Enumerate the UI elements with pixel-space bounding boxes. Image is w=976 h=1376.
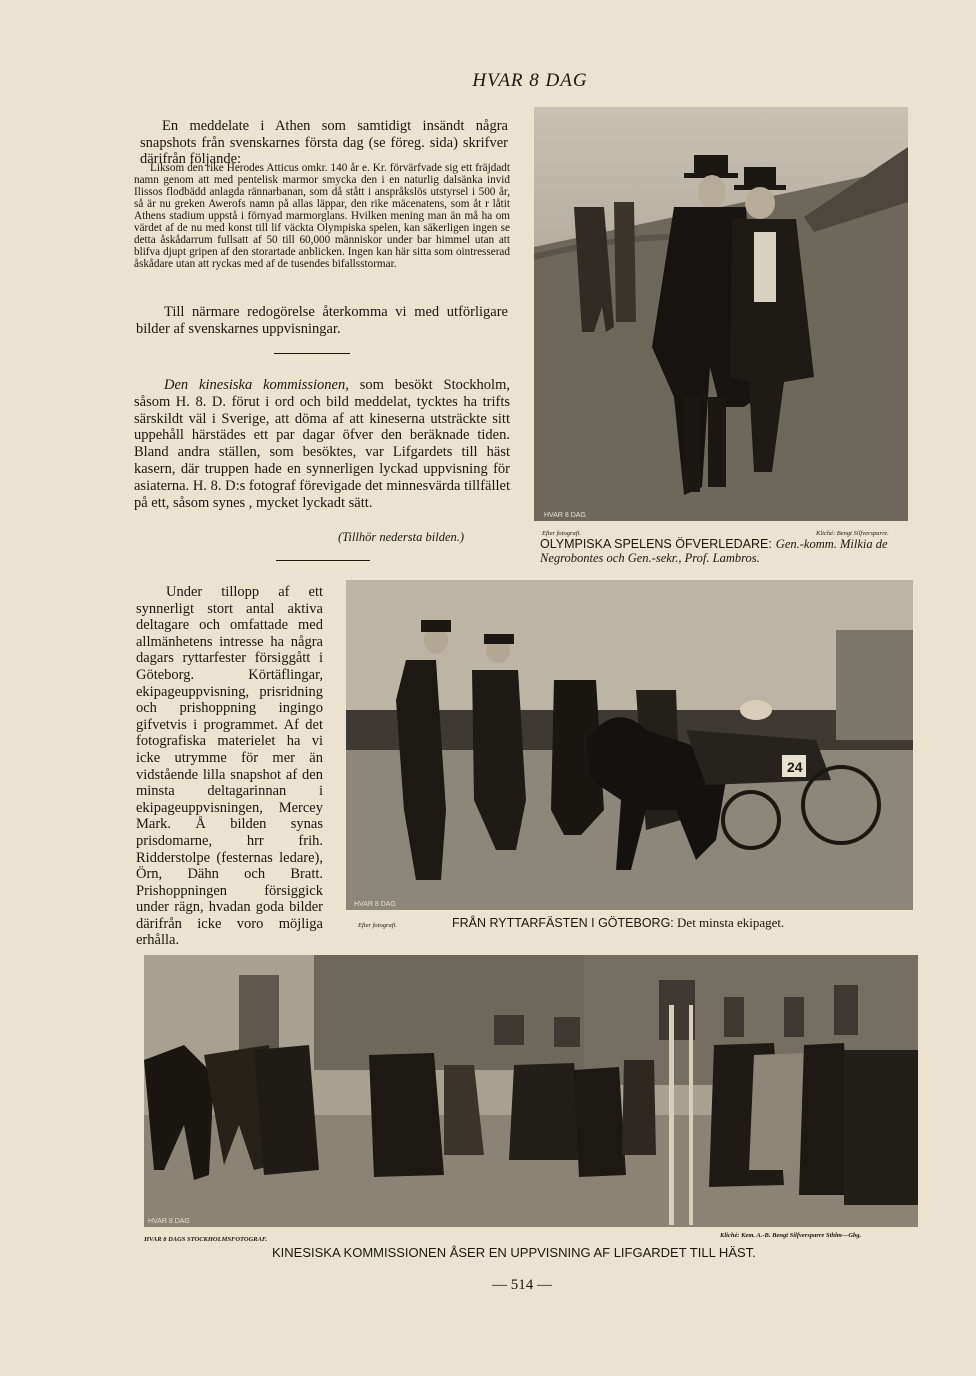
photo2-credit: Efter fotografi. [358, 922, 397, 929]
kinesiska-article [134, 377, 510, 511]
photo1-caption-head: OLYMPISKA SPELENS ÖFVERLEDARE: [540, 537, 772, 551]
divider [276, 560, 370, 561]
photo1-credit-left: Efter fotografi. [542, 530, 581, 537]
photo3-credit-right: Kliché: Kem. A.-B. Bengt Silfversparre Sthlm—Gbg. [720, 1232, 862, 1239]
photo-chinese-commission-image [144, 955, 918, 1227]
photo-goteborg-equipage [346, 580, 913, 910]
photo2-cart-number: 24 [787, 759, 803, 775]
running-header: HVAR 8 DAG [472, 70, 588, 91]
photo2-caption [452, 914, 892, 932]
photo1-caption-tail: Gen.-komm. Milkia de Negrobontes och Gen.-sekr., Prof. Lambros. [540, 537, 888, 565]
athens-intro: En meddelate i Athen som samtidigt insändt några snapshots från svenskarnes första dag (se föreg. sida) skrifver därifrån följande: [140, 118, 508, 167]
photo-olympic-leaders [534, 107, 908, 521]
photo2-caption-head: FRÅN RYTTARFÄSTEN I GÖTEBORG: [452, 916, 674, 930]
divider [274, 353, 350, 354]
photo1-watermark: HVAR 8 DAG [544, 512, 586, 519]
photo1-caption [540, 537, 922, 565]
photo1-credit-right: Kliché: Bengt Silfversparre. [816, 530, 889, 537]
photo-olympic-leaders-image [534, 107, 908, 521]
photo3-caption: KINESISKA KOMMISSIONEN ÅSER EN UPPVISNING AF LIFGARDET TILL HÄST. [272, 1245, 756, 1260]
photo-goteborg-equipage-image [346, 580, 913, 910]
photo2-caption-tail: Det minsta ekipaget. [673, 915, 785, 930]
goteborg-article: Under tillopp af ett synnerligt stort antal aktiva deltagare och omfattade med allmänhetens intresse ha några dagars ryttarfester försiggått i Göteborg. Körtäflingar, ekipageuppvisning, prisridning och prishoppning ingingo gifvetvis i programmet. Af det fotografiska materielet ha vi icke utrymme för mer än vidstående lilla snapshot af den minsta deltagarinnan i ekipageuppvisningen, Mercey Mark. Å bilden synas prisdomarne, hrr frih. Ridderstolpe (festernas ledare), Örn, Dähn och Bratt. Prishoppningen försiggick under rägn, hvadan goda bilder därifrån icke voro möjliga erhålla. [136, 584, 323, 949]
athens-quote: Liksom den rike Herodes Atticus omkr. 140 år e. Kr. förvärfvade sig ett fräjdadt namn genom att med pentelisk marmor smycka den i en naturlig dalsänka invid Ilissos flodbädd anlagda rännarbanan, som då stått i anspråkslös utstyrsel i 500 år, så är nu greken Awerofs namn på allas läppar, den rike mäcenatens, som åt r låtit Athens stadium uppstå i förnyad marmorglans. Hvilken mening man än må ha om värdet af de nu med konst till lif väckta Olympiska spelen, kan säkerligen ingen se detta åskådarrum fullsatt af 50 till 60,000 människor under bar himmel utan att blifva djupt gripen af den storartade anblicken. Ingen kan här sitta som ointresserad åskådare utan att ryckas med af de tusendes bifallsstormar. [134, 162, 510, 270]
athens-outro: Till närmare redogörelse återkomma vi med utförligare bilder af svenskarnes uppvisningar. [136, 304, 508, 337]
kinesiska-body: som besökt Stockholm, såsom H. 8. D. förut i ord och bild meddelat, tycktes ha trifts särskildt väl i Sverige, att döma af att kineserna utsträckte sitt uppehåll härstädes ett par dagar öfver den beräknade tiden. Bland andra ställen, som besöktes, var Lifgardets till häst kasern, där truppen hade en synnerligen lyckad uppvisning för asiaterna. H. 8. D:s fotograf förevigade det minnesvärda tillfället på ett, såsom synes , mycket lyckadt sätt. [134, 377, 510, 511]
page-number: — 514 — [492, 1277, 552, 1293]
photo3-watermark: HVAR 8 DAG [148, 1218, 190, 1225]
kinesiska-lead: Den kinesiska kommissionen, [164, 377, 349, 393]
photo3-credit-left: HVAR 8 DAGS STOCKHOLMSFOTOGRAF. [144, 1236, 268, 1243]
photo-chinese-commission [144, 955, 918, 1227]
kinesiska-ref: (Tillhör nedersta bilden.) [338, 530, 465, 544]
photo2-watermark: HVAR 8 DAG [354, 901, 396, 908]
